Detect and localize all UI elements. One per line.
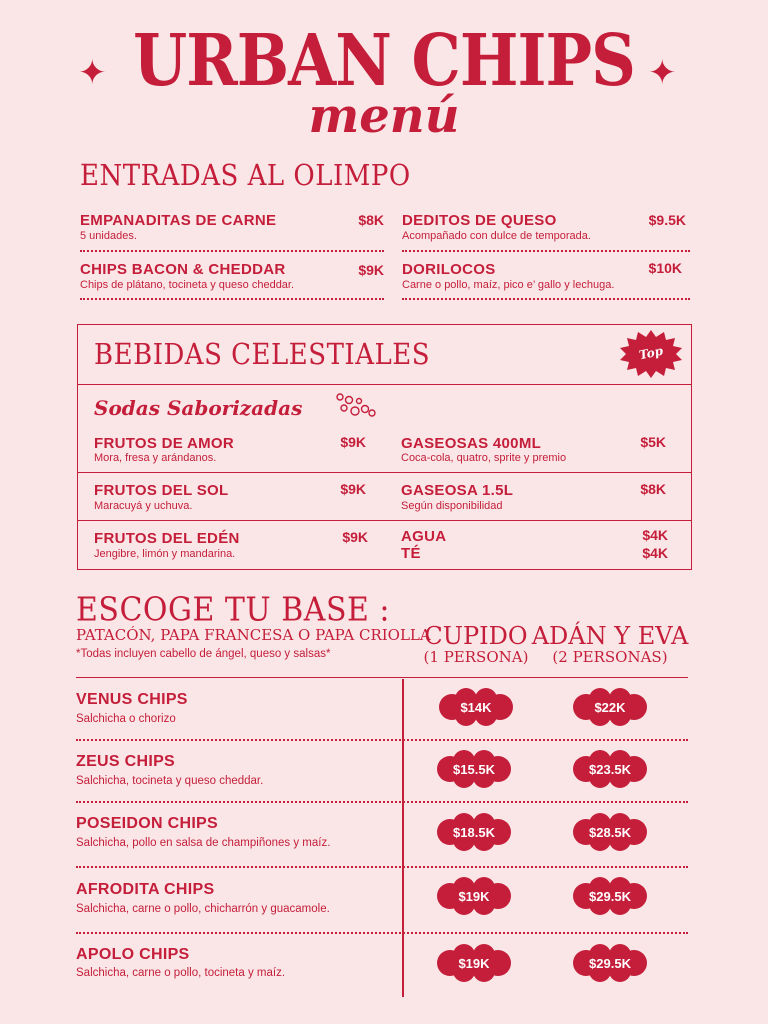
price-badge-cupido: [436, 944, 512, 982]
price-label: $19K: [458, 888, 490, 904]
menu-item-price: $9.5K: [648, 212, 686, 228]
menu-item-desc: Carne o pollo, maíz, pico e’ gallo y lechuga.: [402, 279, 615, 291]
dotted-divider: [80, 250, 384, 252]
bebidas-row-divider: [77, 520, 692, 521]
base-item-desc: Salchicha, carne o pollo, chicharrón y guacamole.: [76, 903, 330, 915]
menu-item-price: $5K: [640, 434, 666, 450]
price-label: $23.5K: [589, 761, 631, 777]
menu-item-price: $9K: [340, 481, 366, 497]
menu-item-desc: Mora, fresa y arándanos.: [94, 452, 217, 464]
price-label: $18.5K: [453, 824, 495, 840]
brand-subtitle: menú: [308, 88, 460, 144]
dotted-divider: [80, 298, 384, 300]
menu-item-name: AGUA: [401, 528, 447, 545]
menu-item-desc: 5 unidades.: [80, 230, 137, 242]
bebidas-row-divider: [77, 472, 692, 473]
menu-item-price: $8K: [640, 481, 666, 497]
sparkle-icon: ✦: [78, 54, 107, 92]
bases-subtitle: PATACÓN, PAPA FRANCESA O PAPA CRIOLLA: [76, 626, 431, 644]
bases-title: ESCOGE TU BASE :: [76, 590, 391, 630]
base-item-name: VENUS CHIPS: [76, 691, 188, 708]
menu-item-name: GASEOSA 1.5L: [401, 482, 514, 499]
price-label: $15.5K: [453, 761, 495, 777]
menu-item-price: $4K: [642, 527, 668, 543]
dotted-divider: [76, 866, 688, 868]
menu-item-name: DEDITOS DE QUESO: [402, 212, 557, 229]
badge-label: Top: [637, 343, 665, 363]
price-badge-adan-eva: [572, 750, 648, 788]
price-label: $29.5K: [589, 955, 631, 971]
price-badge-cupido: [436, 877, 512, 915]
menu-item-price: $8K: [358, 212, 384, 228]
bebidas-subtitle: Sodas Saborizadas: [94, 396, 303, 420]
menu-item-name: FRUTOS DEL SOL: [94, 482, 229, 499]
menu-item-desc: Acompañado con dulce de temporada.: [402, 230, 591, 242]
menu-item-desc: Chips de plátano, tocineta y queso cheddar.: [80, 279, 295, 291]
menu-item-price: $9K: [340, 434, 366, 450]
price-label: $14K: [460, 699, 492, 715]
menu-item-name: DORILOCOS: [402, 261, 496, 278]
column-header-cupido: CUPIDO: [424, 622, 528, 650]
base-item-name: APOLO CHIPS: [76, 946, 190, 963]
menu-item-name: FRUTOS DE AMOR: [94, 435, 235, 452]
price-label: $28.5K: [589, 824, 631, 840]
price-badge-cupido: [436, 750, 512, 788]
entradas-title: ENTRADAS AL OLIMPO: [80, 159, 411, 193]
price-badge-adan-eva: [572, 944, 648, 982]
base-item-desc: Salchicha, tocineta y queso cheddar.: [76, 775, 264, 787]
dotted-divider: [402, 298, 690, 300]
base-item-name: POSEIDON CHIPS: [76, 815, 219, 832]
base-item-name: ZEUS CHIPS: [76, 753, 176, 770]
bubbles-icon: [334, 392, 378, 420]
bases-column-divider: [402, 679, 404, 997]
base-item-desc: Salchicha o chorizo: [76, 713, 176, 725]
bebidas-title: BEBIDAS CELESTIALES: [94, 338, 431, 372]
menu-item-name: FRUTOS DEL EDÉN: [94, 530, 240, 547]
bases-note: *Todas incluyen cabello de ángel, queso y salsas*: [76, 648, 331, 660]
menu-item-desc: Coca-cola, quatro, sprite y premio: [401, 452, 567, 464]
dotted-divider: [76, 932, 688, 934]
brand-title: URBAN CHIPS: [133, 18, 635, 103]
column-subheader-cupido: (1 PERSONA): [423, 648, 529, 666]
menu-item-price: $9K: [342, 529, 368, 545]
price-badge-adan-eva: [572, 877, 648, 915]
menu-item-name: CHIPS BACON & CHEDDAR: [80, 261, 286, 278]
bebidas-header-divider: [77, 384, 692, 385]
menu-item-desc: Según disponibilidad: [401, 500, 503, 512]
menu-item-name: GASEOSAS 400ML: [401, 435, 542, 452]
base-item-name: AFRODITA CHIPS: [76, 881, 215, 898]
menu-item-desc: Jengibre, limón y mandarina.: [94, 548, 236, 560]
price-badge-cupido: [436, 813, 512, 851]
column-subheader-adan-eva: (2 PERSONAS): [552, 648, 668, 666]
price-label: $19K: [458, 955, 490, 971]
menu-item-desc: Maracuyá y uchuva.: [94, 500, 193, 512]
menu-item-price: $4K: [642, 545, 668, 561]
column-header-adan-eva: ADÁN Y EVA: [531, 622, 689, 650]
price-label: $22K: [594, 699, 626, 715]
price-badge-cupido: [438, 688, 514, 726]
dotted-divider: [76, 801, 688, 803]
price-badge-adan-eva: [572, 813, 648, 851]
price-badge-adan-eva: [572, 688, 648, 726]
price-label: $29.5K: [589, 888, 631, 904]
sparkle-icon: ✦: [648, 54, 677, 92]
menu-item-name: TÉ: [401, 545, 421, 562]
menu-item-price: $9K: [358, 262, 384, 278]
starburst-badge-icon: [620, 330, 682, 378]
base-item-desc: Salchicha, pollo en salsa de champiñones y maíz.: [76, 837, 331, 849]
dotted-divider: [76, 739, 688, 741]
base-item-desc: Salchicha, carne o pollo, tocineta y maíz.: [76, 967, 286, 979]
dotted-divider: [402, 250, 690, 252]
bases-header-divider: [76, 677, 688, 678]
menu-item-name: EMPANADITAS DE CARNE: [80, 212, 277, 229]
menu-item-price: $10K: [648, 260, 682, 276]
